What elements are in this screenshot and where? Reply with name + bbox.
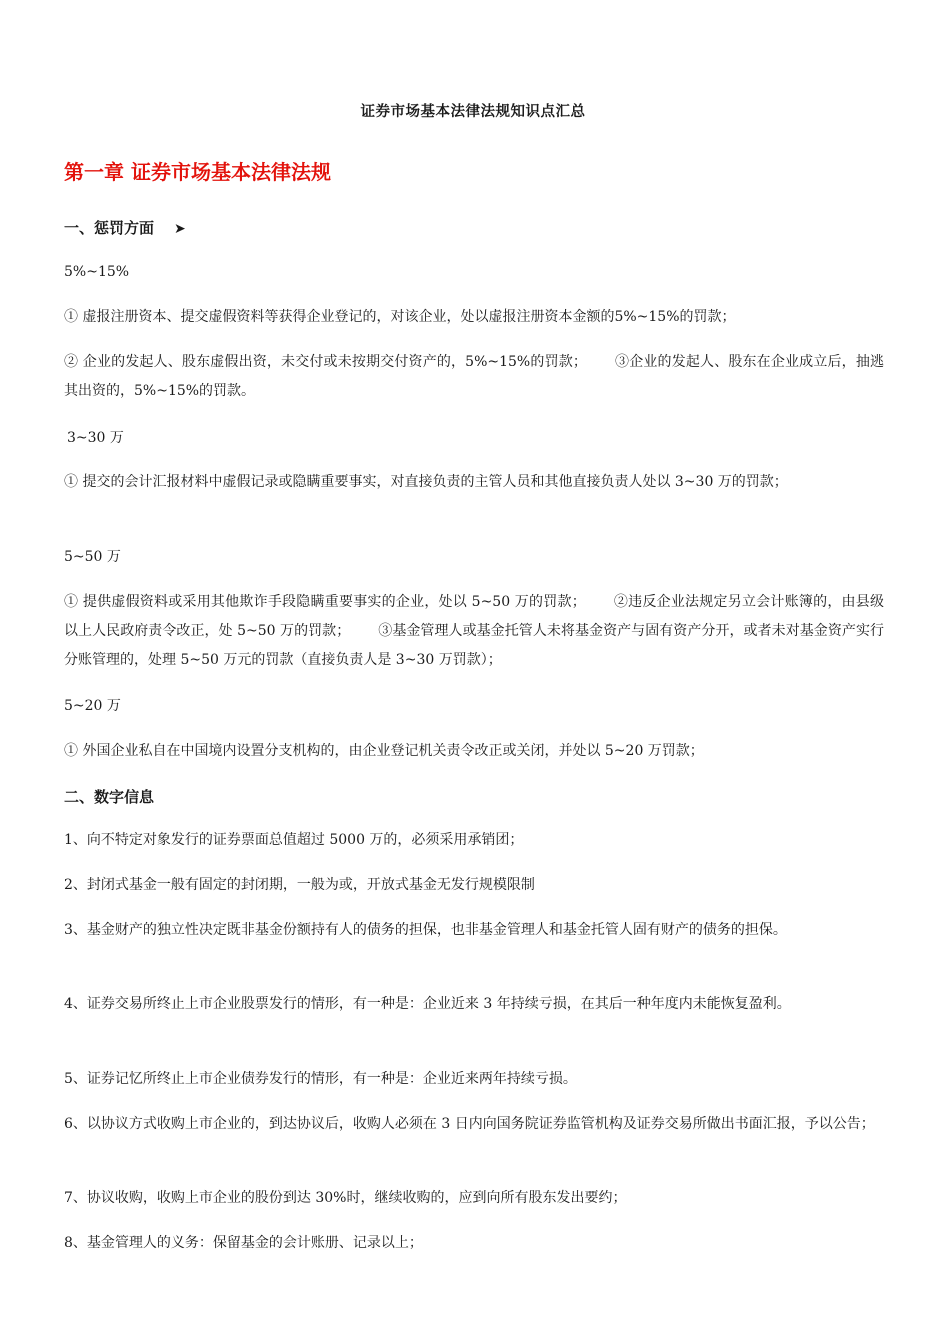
list-item: 2、封闭式基金一般有固定的封闭期，一般为或，开放式基金无发行规模限制 xyxy=(64,877,535,893)
penalty-item: ②违反企业法规定另立会计账簿的，由县级以上人民政府责令改正，处 5~50 万的罚款； xyxy=(64,594,884,639)
penalty-range-label: 5~50 万 xyxy=(64,549,121,565)
section-heading-text: 一、惩罚方面 xyxy=(64,219,155,237)
penalty-range-label: 3~30 万 xyxy=(67,430,124,446)
list-item: 8、基金管理人的义务：保留基金的会计账册、记录以上； xyxy=(64,1235,423,1251)
arrow-right-icon: ➤ xyxy=(174,221,186,237)
document-title: 证券市场基本法律法规知识点汇总 xyxy=(360,104,586,120)
penalty-item: ① 虚报注册资本、提交虚假资料等获得企业登记的，对该企业，处以虚报注册资本金额的5%~15%的罚款； xyxy=(64,309,736,325)
penalty-range-label: 5%~15% xyxy=(64,264,130,280)
section-heading-numbers: 二、数字信息 xyxy=(64,788,155,806)
penalty-item-pair xyxy=(64,348,884,406)
list-item: 1、向不特定对象发行的证券票面总值超过 5000 万的，必须采用承销团； xyxy=(64,832,524,848)
penalty-item: ① 提供虚假资料或采用其他欺诈手段隐瞒重要事实的企业，处以 5~50 万的罚款； xyxy=(64,594,586,610)
section-heading-penalties xyxy=(64,217,186,238)
penalty-range-label: 5~20 万 xyxy=(64,698,121,714)
penalty-item: ③基金管理人或基金托管人未将基金资产与固有资产分开，或者未对基金资产实行分账管理的，处理 5~50 万元的罚款（直接负责人是 3~30 万罚款）； xyxy=(64,623,884,668)
list-item: 4、证券交易所终止上市企业股票发行的情形，有一种是：企业近来 3 年持续亏损，在其后一种年度内未能恢复盈利。 xyxy=(64,996,791,1012)
penalty-item: ③企业的发起人、股东在企业成立后，抽逃其出资的，5%~15%的罚款。 xyxy=(64,354,884,399)
penalty-item: ① 提交的会计汇报材料中虚假记录或隐瞒重要事实，对直接负责的主管人员和其他直接负责人处以 3~30 万的罚款； xyxy=(64,474,788,490)
penalty-item: ② 企业的发起人、股东虚假出资，未交付或未按期交付资产的，5%~15%的罚款； xyxy=(64,354,587,370)
penalty-item: ① 外国企业私自在中国境内设置分支机构的，由企业登记机关责令改正或关闭，并处以 5~20 万罚款； xyxy=(64,743,704,759)
list-item: 6、以协议方式收购上市企业的，到达协议后，收购人必须在 3 日内向国务院证券监管机构及证券交易所做出书面汇报，予以公告； xyxy=(64,1116,875,1132)
chapter-title: 第一章 证券市场基本法律法规 xyxy=(64,160,331,184)
list-item: 3、基金财产的独立性决定既非基金份额持有人的债务的担保，也非基金管理人和基金托管人固有财产的债务的担保。 xyxy=(64,922,787,938)
list-item: 7、协议收购，收购上市企业的股份到达 30%时，继续收购的，应到向所有股东发出要约； xyxy=(64,1190,627,1206)
penalty-item-group xyxy=(64,588,884,675)
list-item: 5、证券记忆所终止上市企业债券发行的情形，有一种是：企业近来两年持续亏损。 xyxy=(64,1071,577,1087)
